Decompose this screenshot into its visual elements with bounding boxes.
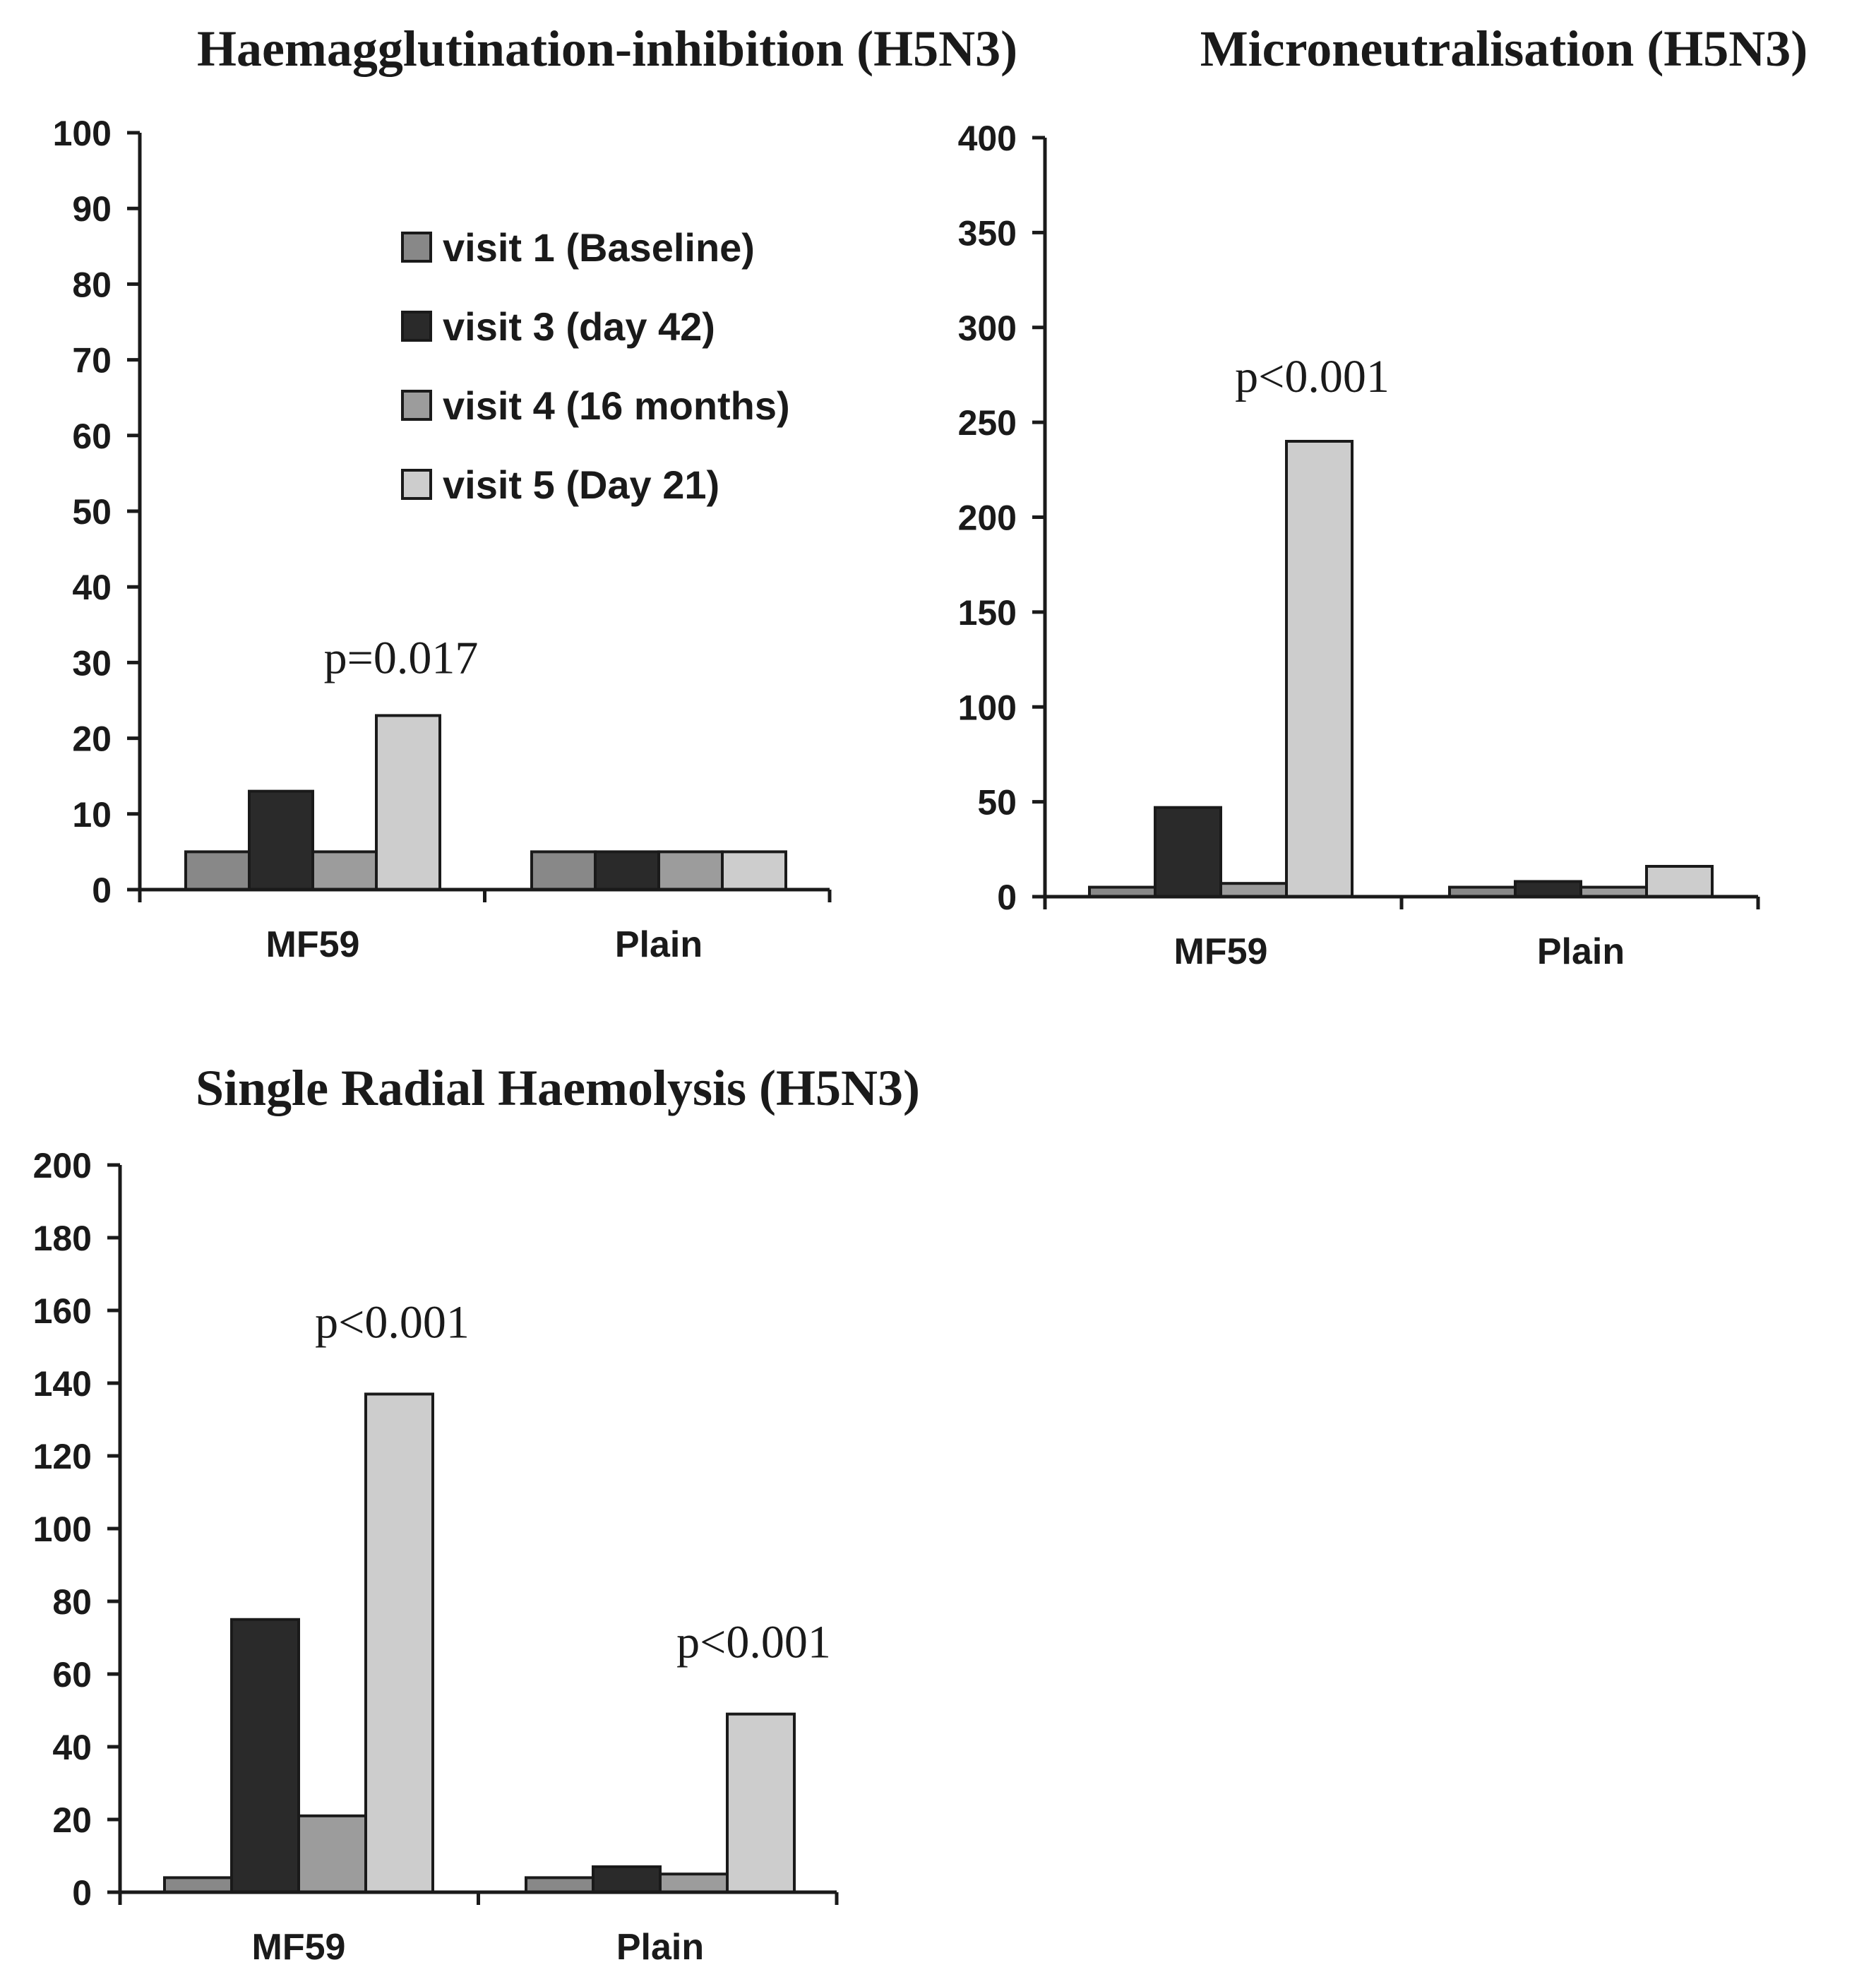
hi-bar-plain-series-4 xyxy=(722,851,786,890)
mn-category-label: Plain xyxy=(1536,931,1625,972)
mn-annotations xyxy=(1235,351,1390,402)
hi-bar-plain-series-2 xyxy=(595,851,659,890)
mn-y-tick-label: 300 xyxy=(957,308,1017,348)
hi-y-tick-label: 70 xyxy=(72,340,112,381)
hi-bar-mf59-series-3 xyxy=(313,851,376,890)
mn-bar-plain-series-4 xyxy=(1647,866,1712,897)
legend-label-visit-3: visit 3 (day 42) xyxy=(443,304,715,349)
srh-y-tick-label: 60 xyxy=(52,1655,92,1695)
mn-p-value-annotation: p<0.001 xyxy=(1235,351,1390,402)
hi-y-tick-label: 60 xyxy=(72,416,112,456)
srh-bar-plain-series-2 xyxy=(593,1867,660,1892)
mn-y-tick-label: 350 xyxy=(957,213,1017,253)
mn-y-tick-label: 50 xyxy=(977,782,1017,823)
mn-bar-mf59-series-2 xyxy=(1155,808,1221,897)
srh-y-tick-label: 200 xyxy=(32,1146,92,1185)
mn-chart-title: Microneutralisation (H5N3) xyxy=(1200,20,1808,77)
hi-bar-plain-series-3 xyxy=(659,851,722,890)
mn-y-tick-label: 250 xyxy=(957,403,1017,443)
mn-bar-mf59-series-3 xyxy=(1221,883,1286,897)
srh-y-tick-label: 120 xyxy=(32,1437,92,1476)
srh-y-tick-label: 80 xyxy=(52,1582,92,1622)
hi-y-tick-label: 90 xyxy=(72,189,112,229)
hi-category-label: MF59 xyxy=(265,924,360,965)
srh-bar-plain-series-4 xyxy=(727,1714,794,1892)
legend-swatch-visit-4 xyxy=(402,391,431,419)
hi-y-tick-label: 20 xyxy=(72,719,112,759)
hi-y-tick-label: 50 xyxy=(72,492,112,532)
srh-p-value-annotation: p<0.001 xyxy=(315,1296,470,1349)
srh-category-label: MF59 xyxy=(251,1927,346,1968)
legend-swatch-visit-3 xyxy=(402,312,431,340)
hi-bar-mf59-series-2 xyxy=(249,791,313,890)
srh-bar-plain-series-1 xyxy=(526,1877,593,1892)
mn-category-label: MF59 xyxy=(1173,931,1268,972)
hi-chart-title: Haemagglutination-inhibition (H5N3) xyxy=(196,20,1018,77)
hi-category-label: Plain xyxy=(614,924,703,965)
srh-y-tick-label: 140 xyxy=(32,1364,92,1404)
srh-y-tick-label: 40 xyxy=(52,1728,92,1767)
srh-bar-mf59-series-4 xyxy=(366,1394,433,1892)
srh-p-value-annotation: p<0.001 xyxy=(676,1616,831,1668)
legend-swatch-visit-1 xyxy=(402,233,431,261)
hi-p-value-annotation: p=0.017 xyxy=(323,632,479,684)
hi-y-tick-label: 80 xyxy=(72,265,112,305)
mn-y-tick-label: 200 xyxy=(957,498,1017,538)
srh-y-tick-label: 160 xyxy=(32,1291,92,1331)
legend-label-visit-4: visit 4 (16 months) xyxy=(443,383,790,428)
srh-bar-mf59-series-3 xyxy=(299,1816,366,1892)
legend-label-visit-5: visit 5 (Day 21) xyxy=(443,462,720,507)
srh-chart-title: Single Radial Haemolysis (H5N3) xyxy=(195,1060,921,1116)
srh-category-label: Plain xyxy=(616,1927,705,1968)
srh-y-tick-label: 180 xyxy=(32,1219,92,1258)
mn-y-tick-label: 100 xyxy=(957,688,1017,728)
hi-bar-mf59-series-4 xyxy=(376,715,440,890)
hi-y-tick-label: 40 xyxy=(72,568,112,608)
mn-y-tick-label: 150 xyxy=(957,592,1017,633)
mn-bar-mf59-series-4 xyxy=(1286,441,1352,897)
hi-bar-plain-series-1 xyxy=(532,851,595,890)
mn-bar-plain-series-2 xyxy=(1515,882,1581,897)
srh-bar-plain-series-3 xyxy=(660,1874,727,1892)
legend-swatch-visit-5 xyxy=(402,470,431,498)
hi-y-tick-label: 0 xyxy=(92,871,112,910)
hi-y-tick-label: 10 xyxy=(72,794,112,835)
hi-y-tick-label: 30 xyxy=(72,643,112,683)
hi-annotations xyxy=(324,632,479,683)
mn-y-tick-label: 0 xyxy=(997,878,1017,917)
srh-bar-mf59-series-2 xyxy=(232,1620,299,1892)
legend-label-visit-1: visit 1 (Baseline) xyxy=(443,225,755,270)
hi-y-tick-label: 100 xyxy=(52,114,112,153)
srh-y-tick-label: 20 xyxy=(52,1800,92,1840)
srh-y-tick-label: 100 xyxy=(32,1510,92,1549)
srh-bar-mf59-series-1 xyxy=(165,1877,232,1892)
srh-y-tick-label: 0 xyxy=(72,1873,92,1913)
hi-bar-mf59-series-1 xyxy=(186,851,249,890)
mn-y-tick-label: 400 xyxy=(957,119,1017,158)
